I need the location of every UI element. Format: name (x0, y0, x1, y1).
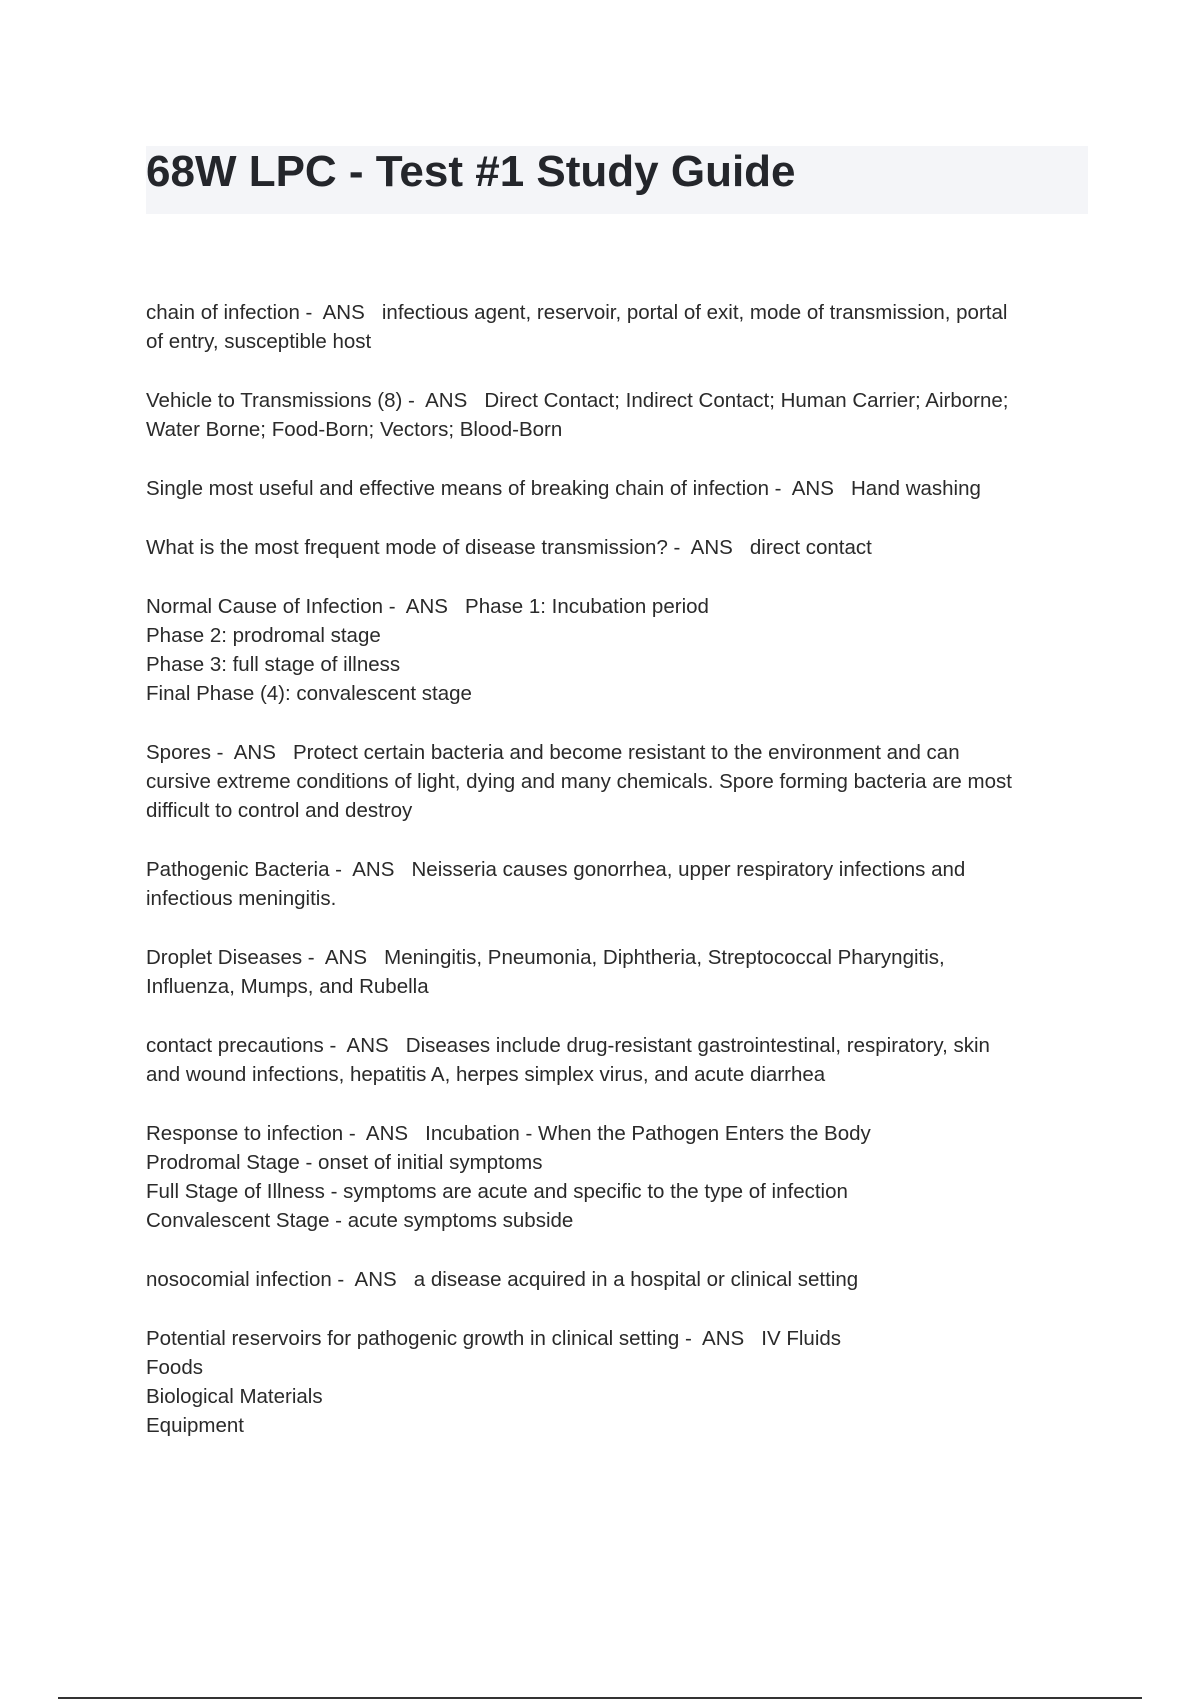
entry-line: Final Phase (4): convalescent stage (146, 682, 472, 705)
qa-entry (146, 1031, 1096, 1089)
entry-line: Potential reservoirs for pathogenic growth in clinical setting - ANS IV Fluids (146, 1327, 842, 1350)
entry-line: Convalescent Stage - acute symptoms subside (146, 1209, 574, 1232)
entry-line: Phase 2: prodromal stage (146, 624, 381, 647)
entry-line: Water Borne; Food-Born; Vectors; Blood-Born (146, 418, 563, 441)
entry-line: Spores - ANS Protect certain bacteria and become resistant to the environment and can (146, 741, 960, 764)
qa-entry (146, 1265, 1096, 1294)
entry-line: Pathogenic Bacteria - ANS Neisseria causes gonorrhea, upper respiratory infections and (146, 858, 966, 881)
entry-line: Foods (146, 1356, 203, 1379)
entry-line: Influenza, Mumps, and Rubella (146, 975, 429, 998)
qa-entry (146, 738, 1096, 825)
page-title: 68W LPC - Test #1 Study Guide (146, 147, 796, 196)
entry-line: infectious meningitis. (146, 887, 337, 910)
entry-line: Normal Cause of Infection - ANS Phase 1: Incubation period (146, 595, 709, 618)
entry-line: Full Stage of Illness - symptoms are acute and specific to the type of infection (146, 1180, 848, 1203)
entry-line: and wound infections, hepatitis A, herpes simplex virus, and acute diarrhea (146, 1063, 826, 1086)
qa-entry (146, 855, 1096, 913)
entry-line: nosocomial infection - ANS a disease acquired in a hospital or clinical setting (146, 1268, 859, 1291)
entry-line: Vehicle to Transmissions (8) - ANS Direct Contact; Indirect Contact; Human Carrier; Airborne; (146, 389, 1009, 412)
entry-line: Response to infection - ANS Incubation - When the Pathogen Enters the Body (146, 1122, 871, 1145)
entry-line: Equipment (146, 1414, 245, 1437)
footer-divider (58, 1697, 1142, 1699)
qa-entry (146, 592, 1096, 708)
entry-line: chain of infection - ANS infectious agent, reservoir, portal of exit, mode of transmission, portal (146, 301, 1008, 324)
entry-line: Droplet Diseases - ANS Meningitis, Pneumonia, Diphtheria, Streptococcal Pharyngitis, (146, 946, 945, 969)
qa-entry (146, 943, 1096, 1001)
qa-entry (146, 386, 1096, 444)
entry-line: Single most useful and effective means of breaking chain of infection - ANS Hand washing (146, 477, 981, 500)
entry-line: of entry, susceptible host (146, 330, 372, 353)
entry-line: difficult to control and destroy (146, 799, 413, 822)
qa-entry (146, 298, 1096, 356)
entry-line: contact precautions - ANS Diseases include drug-resistant gastrointestinal, respiratory, skin (146, 1034, 990, 1057)
entry-line: Phase 3: full stage of illness (146, 653, 401, 676)
entry-line: What is the most frequent mode of disease transmission? - ANS direct contact (146, 536, 872, 559)
entry-line: cursive extreme conditions of light, dying and many chemicals. Spore forming bacteria are most (146, 770, 1012, 793)
qa-entry (146, 533, 1096, 562)
entry-line: Biological Materials (146, 1385, 323, 1408)
study-guide-entries (146, 298, 1096, 1470)
qa-entry (146, 474, 1096, 503)
qa-entry (146, 1119, 1096, 1235)
entry-line: Prodromal Stage - onset of initial symptoms (146, 1151, 543, 1174)
qa-entry (146, 1324, 1096, 1440)
